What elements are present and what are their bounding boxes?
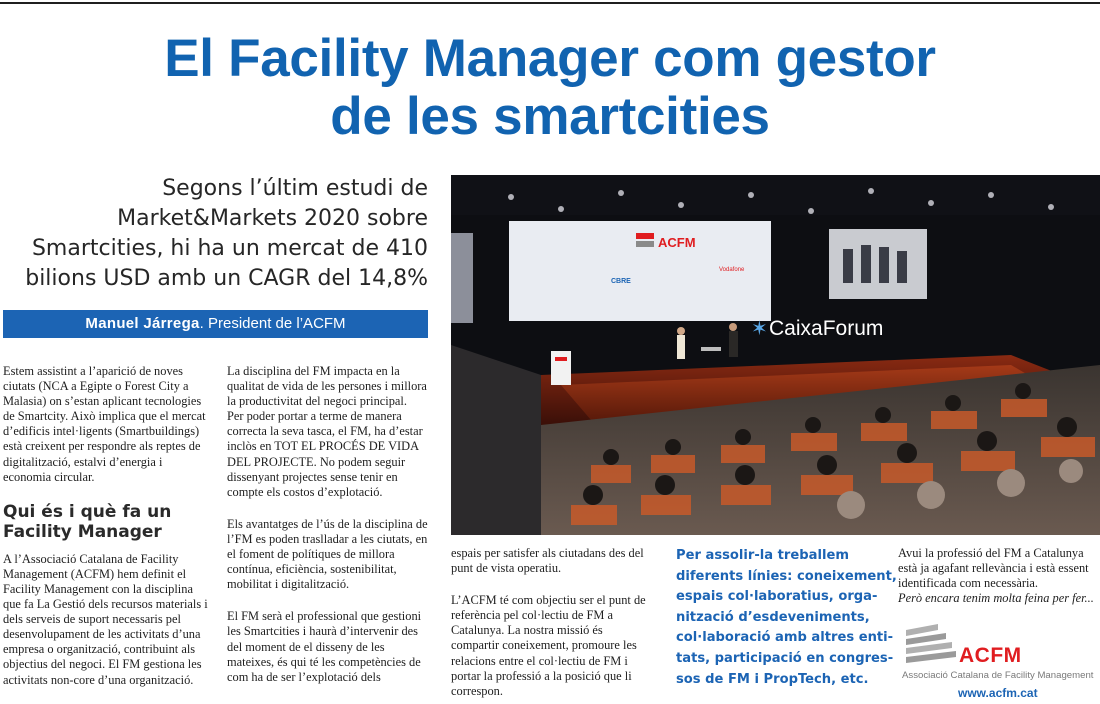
- headline-line-2: de les smartcities: [330, 87, 770, 146]
- body-paragraph: El FM serà el professional que gestioni les Smartcities i haurà d’intervenir des del moment de el disseny de les mateixes, és qui té les competències de com ha de ser l’explotació dels: [227, 609, 422, 684]
- body-paragraph: espais per satisfer als ciutadans des del punt de vista operatiu.: [451, 546, 644, 576]
- screen-logo: ACFM: [658, 235, 696, 250]
- headline: [0, 30, 1100, 146]
- sponsor-label: Vodafone: [719, 267, 745, 273]
- website-link[interactable]: www.acfm.cat: [958, 686, 1038, 700]
- pull-quote-line: col·laboració amb altres enti-: [676, 630, 894, 646]
- subheadline-line: bilions USD amb un CAGR del 14,8%: [25, 266, 428, 291]
- venue-sign: CaixaForum: [769, 317, 884, 340]
- headline-line-1: El Facility Manager com gestor: [164, 29, 936, 88]
- section-heading-line: Facility Manager: [3, 521, 162, 542]
- pull-quote-line: Per assolir-la treballem: [676, 548, 849, 563]
- section-heading: [3, 502, 208, 542]
- body-paragraph: Els avantatges de l’ús de la disciplina de l’FM es poden traslladar a les ciutats, en el foment de polítiques de millora contínua, eficiència, sostenibilitat, mobilitat i digitalització.: [227, 516, 428, 592]
- author-byline: [3, 310, 428, 338]
- body-paragraph: La disciplina del FM impacta en la qualitat de vida de les persones i millora la productivitat del negoci principal.: [227, 364, 427, 409]
- closing-paragraph: Però encara tenim molta feina per fer...: [898, 591, 1094, 606]
- body-paragraph: Avui la professió del FM a Catalunya està ja agafant rellevància i està essent identificada com necessària.: [898, 546, 1089, 591]
- article-column-3: [451, 546, 648, 699]
- sponsor-label: CBRE: [611, 278, 631, 285]
- pull-quote: [676, 546, 897, 690]
- body-paragraph: Per poder portar a terme de manera correcta la seva tasca, el FM, ha d’estar inclòs en TOT EL PROCÉS DE VIDA DEL PROJECTE. No podem seguir dissenyant projectes sense tenir en compte els costos d’explotació.: [227, 409, 423, 499]
- section-heading-line: Qui és i què fa un: [3, 501, 172, 522]
- event-photo: [451, 175, 1100, 535]
- body-paragraph: A l’Associació Catalana de Facility Management (ACFM) hem definit el Facility Management con la disciplina que fa La Gestió dels recursos materials i dels serveis de suport necessaris pel desenvolupament de les activitats d’una empresa o organització, contribuint als objectius del negoci. El FM gestiona les activitats non-core d’una organització.: [3, 551, 208, 687]
- subheadline-line: Segons l’últim estudi de: [162, 176, 428, 201]
- subheadline-line: Market&Markets 2020 sobre: [117, 206, 428, 231]
- article-column-2: [227, 364, 432, 685]
- pull-quote-line: tats, participació en congres-: [676, 650, 894, 666]
- pull-quote-line: nització d’esdeveniments,: [676, 609, 870, 625]
- article-column-4: [898, 546, 1100, 606]
- subheadline-line: Smartcities, hi ha un mercat de 410: [31, 236, 428, 261]
- svg-text:✶: ✶: [751, 316, 768, 340]
- pull-quote-line: sos de FM i PropTech, etc.: [676, 671, 869, 687]
- top-rule: [0, 2, 1100, 4]
- body-paragraph: L’ACFM té com objectiu ser el punt de referència pel col·lectiu de FM a Catalunya. La nostra missió és compartir coneixement, promoure les relacions entre el col·lectiu de FM i portar la professió a la posició que li correspon.: [451, 593, 646, 698]
- article-column-1: [3, 364, 208, 688]
- acfm-logo-subtitle: Associació Catalana de Facility Management: [902, 670, 1094, 681]
- acfm-building-icon: [902, 622, 958, 668]
- pull-quote-line: espais col·laboratius, orga-: [676, 589, 878, 605]
- acfm-logo: [902, 622, 1100, 682]
- pull-quote-line: diferents línies: coneixement,: [676, 568, 897, 584]
- subheadline: [0, 174, 428, 294]
- author-role: . President de l’ACFM: [199, 315, 346, 332]
- intro-paragraph: Estem assistint a l’aparició de noves ciutats (NCA a Egipte o Forest City a Malasia) on s’estan aplicant tecnologies de Smartcity. Això implica que el mercat d’edificis intel·ligents (Smartbuildings) està creixent per respondre als reptes de digitalització, estalvi d’energia i economia circular.: [3, 364, 206, 484]
- acfm-logo-text: ACFM: [959, 644, 1022, 667]
- event-photo-illustration: [451, 175, 1100, 535]
- author-name: Manuel Járrega: [85, 315, 200, 332]
